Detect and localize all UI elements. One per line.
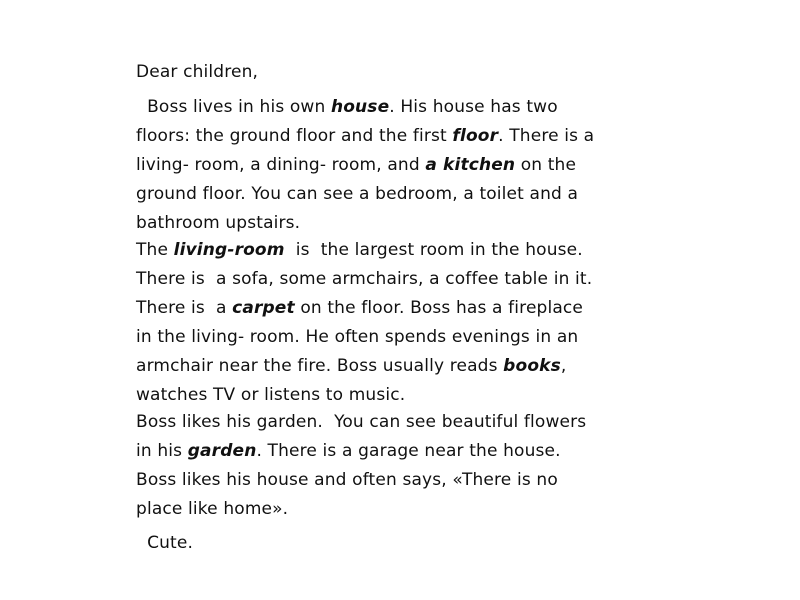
paragraph-1-line xyxy=(136,184,578,204)
text-run: Boss lives in his own xyxy=(136,97,331,117)
paragraph-3-line xyxy=(136,470,558,490)
paragraph-1-line xyxy=(136,155,576,175)
text-run: bathroom upstairs. xyxy=(136,213,301,233)
text-run: The xyxy=(136,240,174,260)
text-run: There is a sofa, some armchairs, a coffee table in it. xyxy=(136,269,593,289)
paragraph-2-line xyxy=(136,327,578,347)
text-run: is the largest room in the house. xyxy=(284,240,583,260)
paragraph-2-line xyxy=(136,298,583,318)
text-run: watches TV or listens to music. xyxy=(136,385,406,405)
emphasized-word: a kitchen xyxy=(425,155,516,175)
text-run: There is a xyxy=(136,298,233,318)
text-run: place like home». xyxy=(136,499,289,519)
text-run: Boss likes his garden. You can see beautiful flowers xyxy=(136,412,587,432)
emphasized-word: living-room xyxy=(173,240,285,260)
text-run: . There is a garage near the house. xyxy=(256,441,561,461)
paragraph-2-line xyxy=(136,356,566,376)
paragraph-2-line xyxy=(136,385,405,405)
text-run: Boss likes his house and often says, «There is no xyxy=(136,470,558,490)
text-run: floors: the ground floor and the first xyxy=(136,126,453,146)
paragraph-2-line xyxy=(136,269,592,289)
emphasized-word: garden xyxy=(187,441,257,461)
paragraph-3-line xyxy=(136,499,288,519)
letter-greeting: Dear children, xyxy=(136,62,259,82)
paragraph-1-line xyxy=(136,213,300,233)
emphasized-word: carpet xyxy=(232,298,295,318)
paragraph-3-line xyxy=(136,412,586,432)
text-run: . There is a xyxy=(498,126,595,146)
text-run: on the floor. Boss has a fireplace xyxy=(294,298,584,318)
text-run: on the xyxy=(515,155,577,175)
text-run: living- room, a dining- room, and xyxy=(136,155,426,175)
text-run: , xyxy=(560,356,567,376)
paragraph-1-line xyxy=(136,126,594,146)
paragraph-2-line xyxy=(136,240,583,260)
emphasized-word: books xyxy=(503,356,561,376)
paragraph-1-line xyxy=(136,97,558,117)
text-run: armchair near the fire. Boss usually reads xyxy=(136,356,504,376)
text-run: . His house has two xyxy=(389,97,558,117)
text-run: in his xyxy=(136,441,188,461)
text-run: in the living- room. He often spends evenings in an xyxy=(136,327,579,347)
letter-closing: Cute. xyxy=(136,533,194,553)
text-run: ground floor. You can see a bedroom, a toilet and a xyxy=(136,184,579,204)
emphasized-word: house xyxy=(330,97,390,117)
emphasized-word: floor xyxy=(452,126,499,146)
paragraph-3-line xyxy=(136,441,561,461)
